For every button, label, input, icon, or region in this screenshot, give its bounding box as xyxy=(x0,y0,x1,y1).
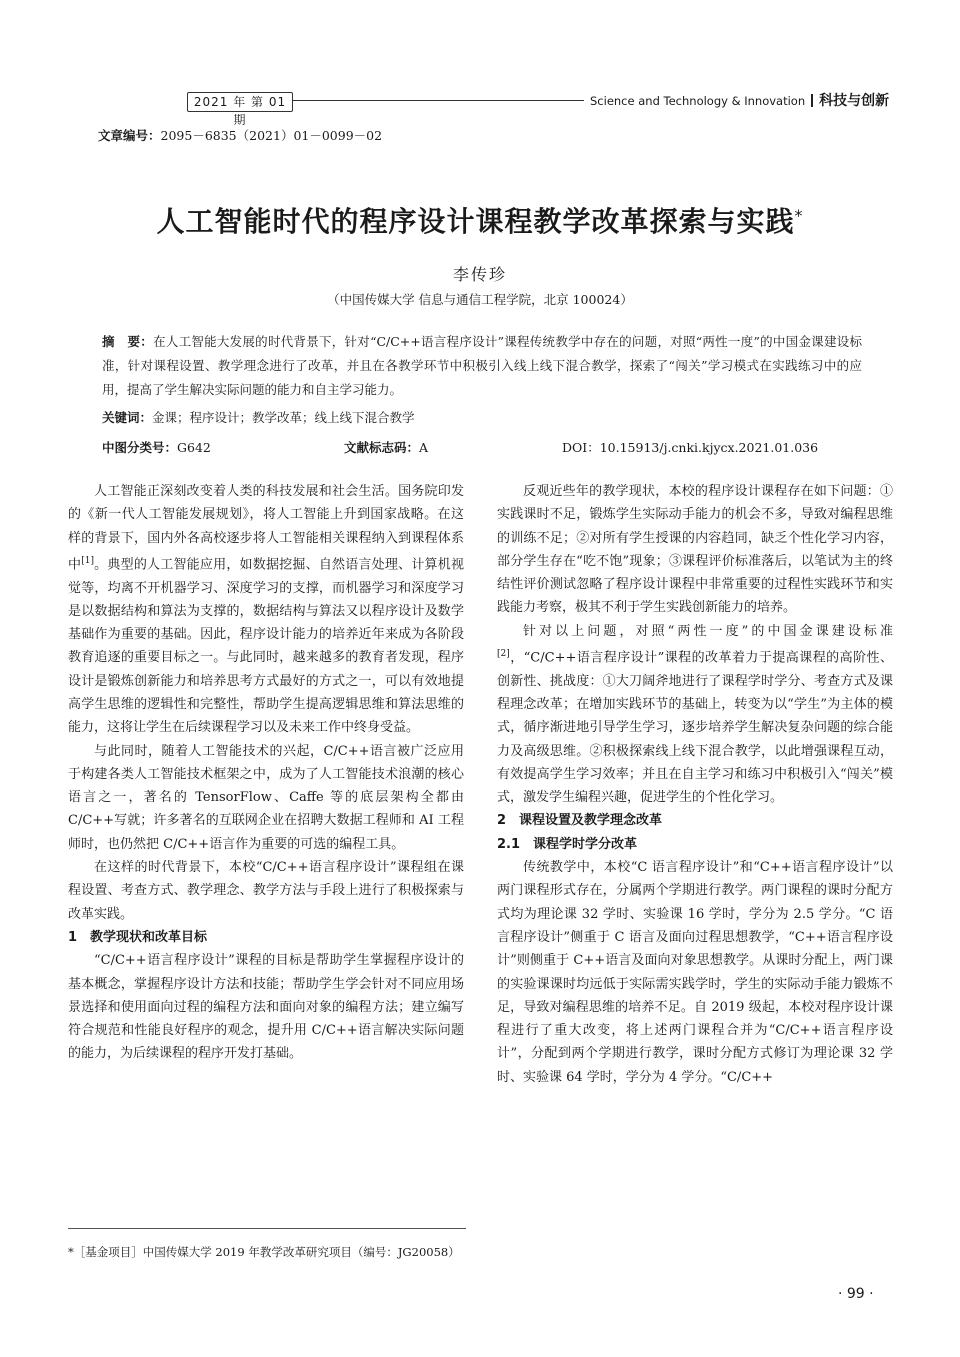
article-number-value: 2095－6835（2021）01－0099－02 xyxy=(160,128,383,143)
citation-ref: [1] xyxy=(81,555,94,566)
paragraph xyxy=(497,620,893,810)
document-code xyxy=(344,438,428,456)
paragraph: “C/C++语言程序设计”课程的目标是帮助学生掌握程序设计的基本概念，掌握程序设计方法和技能；帮助学生学会针对不同应用场景选择和使用面向过程的编程方法和面向对象的编程方法；建立编写符合规范和性能良好程序的观念，提升用 C/C++语言解决实际问题的能力，为后续课程的程序开发打基础。 xyxy=(68,953,464,1062)
title-footnote-mark: * xyxy=(794,206,804,225)
abstract-label: 摘 要： xyxy=(102,334,154,349)
footnote-rule xyxy=(68,1228,466,1229)
affiliation: （中国传媒大学 信息与通信工程学院，北京 100024） xyxy=(327,292,633,307)
abstract xyxy=(102,330,862,402)
author: 李传珍 xyxy=(452,265,507,284)
paragraph: 在这样的时代背景下，本校“C/C++语言程序设计”课程组在课程设置、考查方式、教学理念、教学方法与手段上进行了积极探索与改革实践。 xyxy=(68,860,464,922)
body-column-left xyxy=(68,480,464,1066)
keywords-label: 关键词： xyxy=(102,410,153,425)
clc-code xyxy=(102,438,211,456)
section-heading-2: 2 课程设置及教学理念改革 xyxy=(497,813,663,829)
abstract-text: 在人工智能大发展的时代背景下，针对“C/C++语言程序设计”课程传统教学中存在的问题，对照“两性一度”的中国金课建设标准，针对课程设置、教学理念进行了改革，并且在各教学环节中积极引入线上线下混合教学，探索了“闯关”学习模式在实践练习中的应用，提高了学生解决实际问题的能力和自主学习能力。 xyxy=(102,334,862,397)
paragraph-text: 。典型的人工智能应用，如数据挖掘、自然语言处理、计算机视觉等，均离不开机器学习、深度学习的支撑，而机器学习和深度学习是以数据结构和算法为支撑的，数据结构与算法又以程序设计及数学基础作为重要的基础。因此，程序设计能力的培养近年来成为各阶段教育追逐的重要目标之一。与此同时，越来越多的教育者发现，程序设计是锻炼创新能力和培养思考方式最好的方式之一，可以有效地提高学生思维的逻辑性和完整性，帮助学生提高逻辑思维和算法思维的能力，这将让学生在后续课程学习以及未来工作中终身受益。 xyxy=(68,557,464,736)
paragraph-text: 人工智能正深刻改变着人类的科技发展和社会生活。国务院印发的《新一代人工智能发展规划》，将人工智能上升到国家战略。在这样的背景下，国内外各高校逐步将人工智能相关课程纳入到课程体系中 xyxy=(68,484,464,573)
subsection-heading-2-1: 2.1 课程学时学分改革 xyxy=(497,836,638,852)
page-number: · 99 · xyxy=(838,1286,874,1302)
header-separator xyxy=(811,94,813,107)
header-rule xyxy=(292,100,584,101)
section-heading-1: 1 教学现状和改革目标 xyxy=(68,929,208,945)
paragraph-text: ，“C/C++语言程序设计”课程的改革着力于提高课程的高阶性、创新性、挑战度：①大刀阔斧地进行了课程学时学分、考查方式及课程理念改革；在增加实践环节的基础上，转变为以“学生”为主体的模式，循序渐进地引导学生学习，逐步培养学生解决复杂问题的综合能力及高级思维。②积极探索线上线下混合教学，以此增强课程互动，有效提高学生学习效率；并且在自主学习和练习中积极引入“闯关”模式，激发学生编程兴趣，促进学生的个性化学习。 xyxy=(497,650,893,806)
paragraph xyxy=(68,480,464,740)
article-number xyxy=(98,126,382,144)
paragraph: 反观近些年的教学现状，本校的程序设计课程存在如下问题：①实践课时不足，锻炼学生实际动手能力的机会不多，导致对编程思维的训练不足；②对所有学生授课的内容趋同，缺乏个性化学习内容，部分学生存在“吃不饱”现象；③课程评价标准落后，以笔试为主的终结性评价测试忽略了程序设计课程中非常重要的过程性实践环节和实践能力考察，极其不利于学生实践创新能力的培养。 xyxy=(497,484,893,616)
paper-title xyxy=(0,200,960,240)
issue-box: 2021 年 第 01 期 xyxy=(187,92,293,112)
keywords xyxy=(102,408,415,426)
clc-value: G642 xyxy=(177,440,211,455)
clc-label: 中图分类号： xyxy=(102,440,178,455)
journal-header xyxy=(590,92,889,110)
paragraph: 传统教学中，本校“C 语言程序设计”和“C++语言程序设计”以两门课程形式存在，分属两个学期进行教学。两门课程的课时分配方式均为理论课 32 学时、实验课 16 学时，学分为 2.5 学分。“C 语言程序设计”侧重于 C 语言及面向过程思想教学，“C++语言程序设计”则侧重于 C++语言及面向对象思想教学。从课时分配上，两门课的实验课课时均远低于实际需实践学时，学生的实际动手能力锻炼不足，导致对编程思维的培养不足。自 2019 级起，本校对程序设计课程进行了重大改变，将上述两门课程合并为“C/C++语言程序设计”，分配到两个学期进行教学，课时分配方式修订为理论课 32 学时、实验课 64 学时，学分为 4 学分。“C/C++ xyxy=(497,860,893,1085)
doi: DOI：10.15913/j.cnki.kjycx.2021.01.036 xyxy=(562,440,819,455)
citation-ref: [2] xyxy=(497,649,510,660)
article-number-label: 文章编号： xyxy=(98,128,161,143)
title-text: 人工智能时代的程序设计课程教学改革探索与实践 xyxy=(156,205,795,238)
journal-name-cn: 科技与创新 xyxy=(819,93,890,109)
paragraph-text: 针对以上问题，对照“两性一度”的中国金课建设标准 xyxy=(523,623,893,639)
doc-code-value: A xyxy=(419,440,429,455)
footnote: *［基金项目］中国传媒大学 2019 年教学改革研究项目（编号：JG20058） xyxy=(68,1245,460,1259)
body-column-right xyxy=(497,480,893,1089)
paragraph: 与此同时，随着人工智能技术的兴起，C/C++语言被广泛应用于构建各类人工智能技术框架之中，成为了人工智能技术浪潮的核心语言之一，著名的 TensorFlow、Caffe 等的底层架构全都由 C/C++写就；许多著名的互联网企业在招聘大数据工程师和 AI 工程师时，也仍然把 C/C++语言作为重要的可选的编程工具。 xyxy=(68,743,464,852)
keywords-text: 金课；程序设计；教学改革；线上线下混合教学 xyxy=(152,410,415,425)
doc-code-label: 文献标志码： xyxy=(344,440,420,455)
journal-name-en: Science and Technology & Innovation xyxy=(590,94,806,108)
